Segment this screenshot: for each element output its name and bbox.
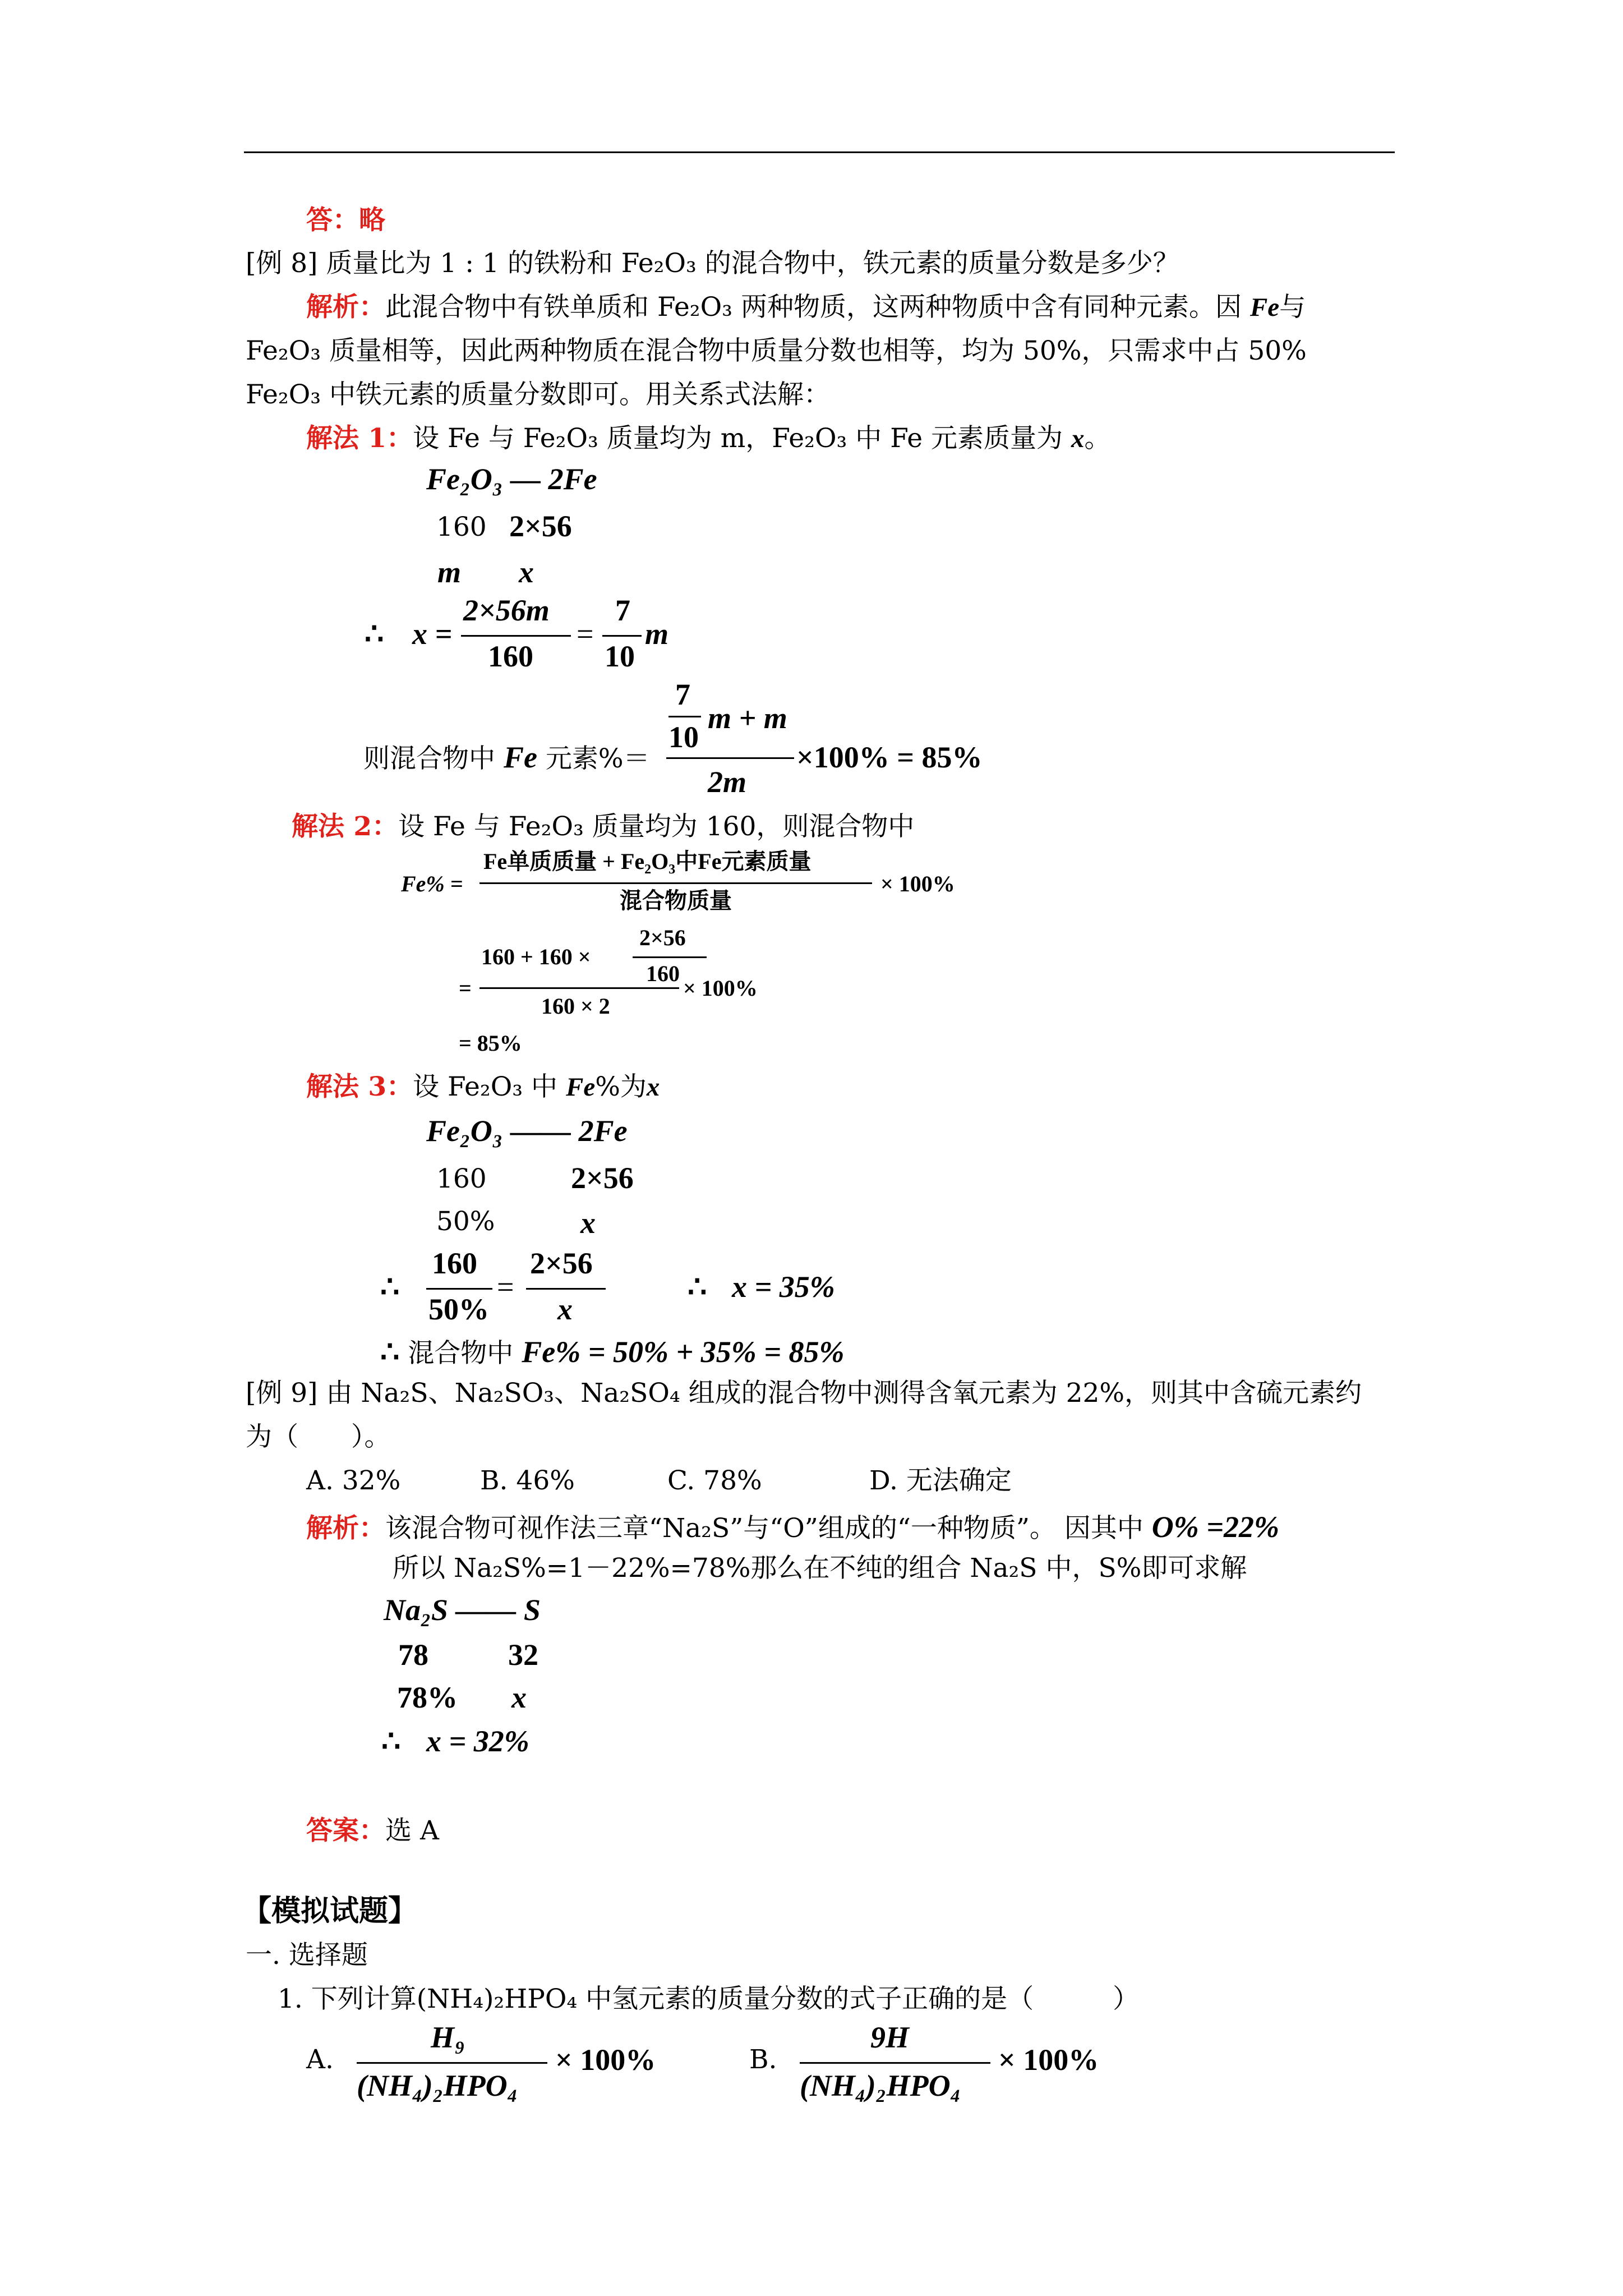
m1-r-top-rest: m + m <box>708 701 787 735</box>
m2-num: Fe单质质量 + Fe₂O₃中Fe元素质量 <box>483 849 811 874</box>
m1-result-line <box>363 739 650 776</box>
method3-text2: %为 <box>595 1071 647 1102</box>
example9-title-line2: 为（ ）。 <box>246 1421 391 1452</box>
m3-final-therefore: ∴ <box>380 1335 400 1369</box>
m3-row1-b: 2×56 <box>571 1161 634 1195</box>
m1-num2: 7 <box>615 593 630 627</box>
m2-den2: 160 × 2 <box>541 993 610 1019</box>
example9-option-a: A. 32% <box>306 1465 401 1496</box>
m1-r-den: 2m <box>708 765 747 799</box>
m1-m: m <box>645 617 669 651</box>
simulation-section: 一. 选择题 <box>246 1940 368 1971</box>
q1-option-b-den: (NH₄)₂HPO₄ <box>800 2069 961 2102</box>
m2-final: = 85% <box>459 1030 522 1056</box>
m1-row1-b: 2×56 <box>509 509 572 543</box>
example9-analysis-line1 <box>306 1509 1279 1545</box>
example8-analysis-line3: Fe₂O₃ 中铁元素的质量分数即可。用关系式法解： <box>246 379 831 410</box>
m3-therefore2: ∴ <box>688 1270 707 1304</box>
example9-title-line1: [例 9] 由 Na₂S、Na₂SO₃、Na₂SO₄ 组成的混合物中测得含氧元素为 22%，则其中含硫元素约 <box>246 1378 1362 1409</box>
m1-num1: 2×56m <box>463 593 550 627</box>
m1-relation: Fe₂O₃ — 2Fe <box>426 462 597 496</box>
method1-var: x <box>1071 424 1085 453</box>
analysis-text: 此混合物中有铁单质和 Fe₂O₃ 两种物质，这两种物质中含有同种元素。因 <box>385 292 1242 323</box>
method3-fe: Fe <box>565 1073 596 1102</box>
m2-inner-den: 160 <box>646 961 680 986</box>
m3-therefore: ∴ <box>380 1270 400 1304</box>
q1-option-a-den: (NH₄)₂HPO₄ <box>357 2069 518 2102</box>
m3-row1-a: 160 <box>436 1163 487 1194</box>
q1-option-a-tail: × 100% <box>555 2043 656 2077</box>
method3-var: x <box>646 1073 660 1102</box>
method3-text: 设 Fe₂O₃ 中 <box>413 1071 558 1102</box>
example8-analysis-line1 <box>306 292 1306 323</box>
header-rule <box>244 151 1395 153</box>
m3-xres: x = 35% <box>732 1270 835 1304</box>
method2-text: 设 Fe 与 Fe₂O₃ 质量均为 160，则混合物中 <box>398 811 915 842</box>
m2-frac-line <box>479 882 872 884</box>
m1-r-main-line <box>666 757 794 759</box>
example9-option-b: B. 46% <box>480 1465 575 1496</box>
m2-den: 混合物质量 <box>620 888 732 913</box>
q1-option-a-line <box>357 2062 547 2064</box>
method1-end: 。 <box>1084 423 1111 454</box>
m1-r-tail: ×100% = 85% <box>796 740 983 774</box>
ex9-therefore: ∴ <box>381 1724 401 1758</box>
q1-option-b-tail: × 100% <box>998 2043 1099 2077</box>
q1-option-a-num: H₉ <box>431 2021 465 2054</box>
m1-frac1-line <box>461 635 571 637</box>
q1-option-a-label: A. <box>306 2044 334 2075</box>
m1-r-inner-line <box>668 716 701 717</box>
m3-den2: x <box>557 1292 573 1326</box>
m3-eq: = <box>497 1270 514 1304</box>
example8-title: [例 8] 质量比为 1 : 1 的铁粉和 Fe₂O₃ 的混合物中，铁元素的质量分数是多少？ <box>246 248 1179 279</box>
m2-inner-num: 2×56 <box>639 925 686 950</box>
q1-option-b-num: 9H <box>870 2021 910 2054</box>
ex9-row2-a: 78% <box>397 1681 458 1714</box>
m1-result-fe: Fe <box>503 740 537 774</box>
m3-final-eq: Fe% = 50% + 35% = 85% <box>522 1335 845 1369</box>
m3-final-text: 混合物中 <box>408 1338 514 1369</box>
m3-final-line <box>380 1334 845 1370</box>
m1-result-mid: 元素%＝ <box>545 743 650 774</box>
m2-eq: = <box>459 976 472 1001</box>
m2-num2-a: 160 + 160 × <box>481 944 591 969</box>
m1-r-top-num: 7 <box>675 678 690 711</box>
ex9-answer-text: 选 A <box>385 1815 439 1846</box>
method3-label: 解法 3： <box>306 1071 413 1102</box>
m3-den1: 50% <box>428 1292 489 1326</box>
m2-tail2: × 100% <box>683 976 758 1001</box>
method3-line <box>306 1071 660 1103</box>
m1-r-top-den: 10 <box>668 720 699 754</box>
m3-num2: 2×56 <box>530 1246 593 1280</box>
m1-therefore: ∴ <box>365 617 384 651</box>
method1-label: 解法 1： <box>306 423 413 454</box>
analysis-end: 与 <box>1279 292 1306 323</box>
m3-relation: Fe₂O₃ —— 2Fe <box>426 1114 628 1148</box>
m2-inner-line <box>633 956 707 958</box>
m1-row1-a: 160 <box>436 512 487 542</box>
m1-row2-b: x <box>519 555 534 589</box>
m3-frac1-line <box>426 1288 492 1290</box>
q1-option-b-label: B. <box>749 2044 777 2075</box>
simulation-heading: 【模拟试题】 <box>242 1894 418 1928</box>
answer-omitted: 答：略 <box>306 205 385 236</box>
m2-frac2-line <box>479 987 679 989</box>
m1-den1: 160 <box>488 639 533 673</box>
method2-label: 解法 2： <box>292 811 399 842</box>
ex9-analysis-label: 解析： <box>306 1513 385 1544</box>
analysis-label: 解析： <box>306 292 385 323</box>
ex9-result: x = 32% <box>426 1724 529 1758</box>
m1-eq2: = <box>577 617 594 651</box>
ex9-row2-b: x <box>511 1681 527 1714</box>
m1-result-prefix: 则混合物中 <box>363 743 495 774</box>
example9-option-d: D. 无法确定 <box>869 1465 1012 1496</box>
example9-option-c: C. 78% <box>667 1465 762 1496</box>
ex9-row1-a: 78 <box>398 1638 428 1672</box>
example8-analysis-line2: Fe₂O₃ 质量相等，因此两种物质在混合物中质量分数也相等，均为 50%，只需求中占 50% <box>246 335 1307 366</box>
example9-analysis-line2: 所以 Na₂S%=1－22%=78%那么在不纯的组合 Na₂S 中，S%即可求解 <box>393 1553 1247 1584</box>
method1-text: 设 Fe 与 Fe₂O₃ 质量均为 m，Fe₂O₃ 中 Fe 元素质量为 <box>413 423 1063 454</box>
analysis-fe: Fe <box>1249 293 1280 322</box>
m3-row2-a: 50% <box>436 1206 495 1237</box>
m3-row2-b: x <box>580 1206 596 1240</box>
m1-xeq: x = <box>412 617 453 651</box>
m3-frac2-line <box>526 1288 606 1290</box>
ex9-row1-b: 32 <box>508 1638 538 1672</box>
ex9-analysis-o: O% =22% <box>1151 1510 1280 1544</box>
q1-option-b-line <box>800 2062 990 2064</box>
ex9-answer-label: 答案： <box>306 1815 385 1846</box>
method2-line <box>292 811 914 843</box>
m1-row2-a: m <box>437 555 462 589</box>
m3-num1: 160 <box>432 1246 477 1280</box>
m1-frac2-line <box>602 635 642 637</box>
m2-fe-pct: Fe% = <box>401 871 463 896</box>
ex9-analysis-text: 该混合物可视作法三章“Na₂S”与“O”组成的“一种物质”。 因其中 <box>385 1513 1144 1544</box>
m2-tail: × 100% <box>880 871 955 896</box>
example9-answer <box>306 1815 439 1847</box>
ex9-relation: Na₂S —— S <box>384 1593 541 1627</box>
simulation-q1: 1. 下列计算(NH₄)₂HPO₄ 中氢元素的质量分数的式子正确的是（ ） <box>278 1984 1140 2014</box>
m1-den2: 10 <box>605 639 635 673</box>
method1-line <box>306 423 1110 454</box>
